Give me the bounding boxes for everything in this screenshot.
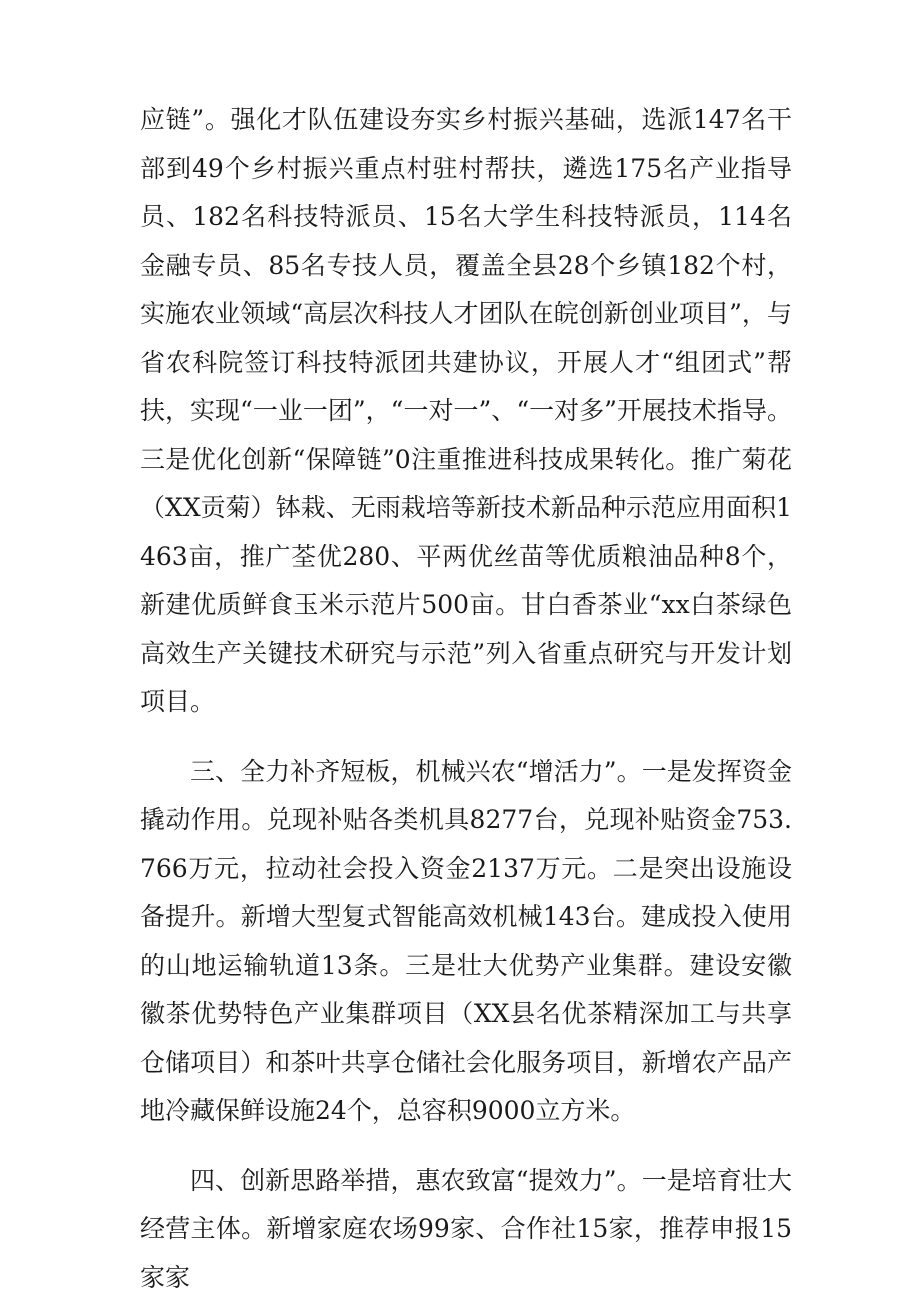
paragraph-2: 三、全力补齐短板，机械兴农“增活力”。一是发挥资金撬动作用。兑现补贴各类机具8277台，兑现补贴资金753.766万元，拉动社会投入资金2137万元。二是突出设施设备提升。新增大型复式智能高效机械143台。建成投入使用的山地运输轨道13条。三是壮大优势产业集群。建设安徽徽茶优势特色产业集群项目（XX县名优茶精深加工与共享仓储项目）和茶叶共享仓储社会化服务项目，新增农产品产地冷藏保鲜设施24个，总容积9000立方米。 — [140, 748, 792, 1136]
paragraph-3: 四、创新思路举措，惠农致富“提效力”。一是培育壮大经营主体。新增家庭农场99家、合作社15家，推荐申报15家家 — [140, 1157, 792, 1302]
document-body — [140, 96, 792, 1302]
paragraph-1: 应链”。强化才队伍建设夯实乡村振兴基础，选派147名干部到49个乡村振兴重点村驻村帮扶，遴选175名产业指导员、182名科技特派员、15名大学生科技特派员，114名金融专员、85名专技人员，覆盖全县28个乡镇182个村，实施农业领域“高层次科技人才团队在皖创新创业项目”，与省农科院签订科技特派团共建协议，开展人才“组团式”帮扶，实现“一业一团”，“一对一”、“一对多”开展技术指导。三是优化创新“保障链”0注重推进科技成果转化。推广菊花（XX贡菊）钵栽、无雨栽培等新技术新品种示范应用面积1463亩，推广荃优280、平两优丝苗等优质粮油品种8个，新建优质鲜食玉米示范片500亩。甘白香茶业“xx白茶绿色高效生产关键技术研究与示范”列入省重点研究与开发计划项目。 — [140, 96, 792, 727]
